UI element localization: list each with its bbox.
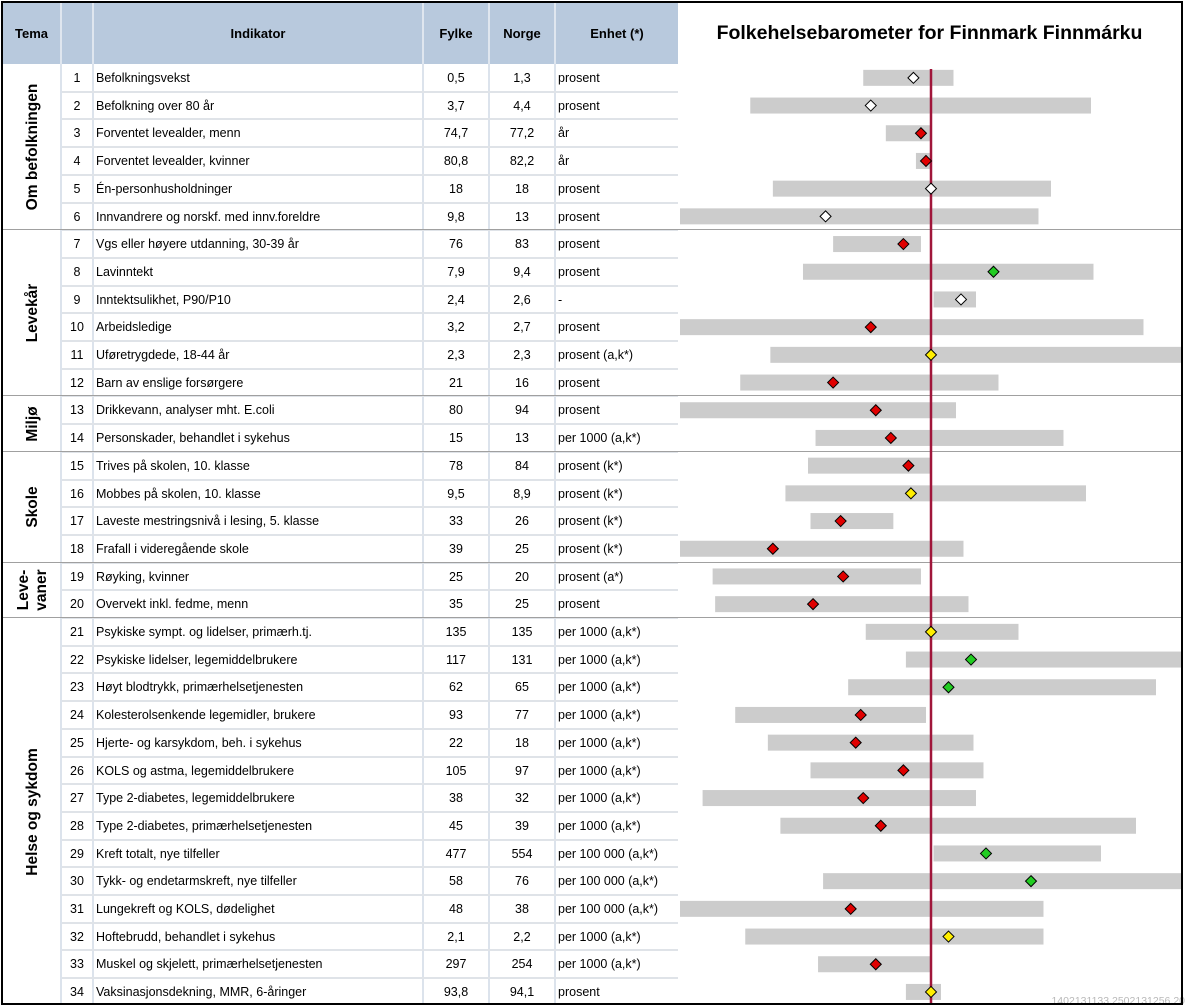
row-number: 13 [70,403,84,418]
row-number: 24 [70,708,84,723]
row-indikator: Barn av enslige forsørgere [96,375,244,390]
row-fylke: 9,5 [447,486,465,501]
row-enhet: prosent [558,237,600,252]
row-number: 34 [70,985,84,1000]
row-indikator: Befolkningsvekst [96,71,190,85]
row-norge: 39 [515,818,529,833]
header-enhet: Enhet (*) [590,26,644,41]
row-number: 9 [73,292,81,307]
row-number: 20 [70,597,84,612]
range-bar [785,485,1086,501]
tema-label: Skole [23,486,41,528]
row-number: 29 [70,846,84,861]
row-norge: 20 [515,569,529,584]
row-indikator: Kolesterolsenkende legemidler, brukere [96,708,316,723]
row-fylke: 3,7 [447,98,465,113]
row-norge: 554 [511,846,533,861]
row-norge: 8,9 [513,486,531,501]
row-norge: 77,2 [509,126,535,141]
range-bar [906,652,1181,668]
row-fylke: 7,9 [447,264,465,279]
row-enhet: prosent (k*) [558,458,623,473]
row-enhet: år [558,126,570,141]
range-bar [866,624,1019,640]
row-number: 28 [70,818,84,833]
row-number: 26 [70,763,84,778]
range-bar [680,319,1144,335]
row-indikator: Type 2-diabetes, legemiddelbrukere [96,791,295,806]
row-indikator: Type 2-diabetes, primærhelsetjenesten [96,818,313,833]
row-enhet: prosent (a,k*) [558,348,634,362]
row-fylke: 38 [449,791,463,806]
row-enhet: per 1000 (a,k*) [558,625,641,639]
row-norge: 82,2 [509,154,535,169]
row-fylke: 80,8 [443,154,469,169]
range-bar [680,208,1039,224]
row-norge: 13 [515,209,529,224]
row-fylke: 477 [445,846,467,861]
row-indikator: Psykiske lidelser, legemiddelbrukere [96,652,298,667]
row-number: 23 [70,680,84,695]
row-number: 4 [73,154,81,169]
row-indikator: Forventet levealder, kvinner [96,154,250,169]
row-enhet: per 1000 (a,k*) [558,708,641,723]
row-fylke: 105 [445,763,467,778]
row-norge: 2,3 [513,348,531,362]
row-indikator: Drikkevann, analyser mht. E.coli [96,403,275,418]
row-enhet: prosent (k*) [558,486,623,501]
row-fylke: 93 [449,708,463,723]
row-norge: 2,7 [513,320,531,335]
row-enhet: per 1000 (a,k*) [558,818,641,833]
range-bar [680,541,964,557]
row-fylke: 2,3 [447,348,465,362]
row-number: 30 [70,874,84,889]
row-number: 33 [70,957,84,972]
range-bar [811,513,894,529]
row-norge: 65 [515,680,529,695]
row-norge: 4,4 [513,98,531,113]
row-fylke: 117 [446,652,466,667]
row-fylke: 35 [449,597,463,612]
row-norge: 26 [515,514,529,529]
row-indikator: KOLS og astma, legemiddelbrukere [96,763,295,778]
range-bar [773,181,1051,197]
header-tema: Tema [15,26,48,41]
row-fylke: 45 [449,818,463,833]
row-number: 32 [70,929,84,944]
row-enhet: per 1000 (a,k*) [558,763,641,778]
row-enhet: prosent [558,181,600,196]
row-enhet: per 1000 (a,k*) [558,652,641,667]
row-indikator: Vaksinasjonsdekning, MMR, 6-åringer [96,985,307,1000]
row-number: 12 [70,375,84,390]
range-bar [745,929,1043,945]
row-indikator: Høyt blodtrykk, primærhelsetjenesten [96,680,304,695]
tema-label: Helse og sykdom [23,748,41,876]
row-indikator: Mobbes på skolen, 10. klasse [96,486,261,501]
row-enhet: per 1000 (a,k*) [558,680,641,695]
row-number: 5 [73,181,81,196]
row-enhet: prosent (k*) [558,514,623,529]
row-number: 7 [73,237,81,252]
row-norge: 18 [515,735,529,750]
range-bar [780,818,1136,834]
row-fylke: 15 [449,431,463,446]
row-enhet: år [558,154,570,169]
row-fylke: 0,5 [447,71,465,85]
row-enhet: per 1000 (a,k*) [558,957,641,972]
row-number: 15 [70,458,84,473]
row-norge: 25 [515,597,529,612]
row-enhet: per 1000 (a,k*) [558,791,641,806]
row-enhet: per 100 000 (a,k*) [558,874,659,889]
row-indikator: Befolkning over 80 år [96,98,215,113]
row-number: 11 [70,348,84,362]
row-fylke: 48 [449,902,463,916]
row-norge: 1,3 [513,71,531,85]
row-number: 1 [73,71,81,85]
row-enhet: prosent [558,264,600,279]
watermark-code: 1402131133.2502131256.20 [1051,995,1185,1007]
range-bar [823,873,1181,889]
row-enhet: per 1000 (a,k*) [558,735,641,750]
dot-range-chart [3,3,1181,1005]
range-bar [803,264,1094,280]
row-number: 19 [70,569,84,584]
row-number: 22 [70,652,84,667]
row-indikator: Lavinntekt [96,264,153,279]
row-number: 17 [70,514,84,529]
row-norge: 254 [511,957,533,972]
barometer-table [3,3,1181,1005]
tema-label-line: Leve- [14,570,32,611]
row-indikator: Forventet levealder, menn [96,126,241,141]
range-bar [740,375,998,391]
row-number: 25 [70,735,84,750]
row-norge: 13 [515,431,529,446]
row-norge: 94 [515,403,529,418]
row-norge: 9,4 [513,264,531,279]
range-bar [934,291,977,307]
row-fylke: 62 [449,680,463,695]
header-fylke: Fylke [439,26,473,41]
tema-label: Om befolkningen [23,83,41,211]
row-fylke: 21 [449,375,463,390]
row-fylke: 76 [449,237,463,252]
row-fylke: 9,8 [447,209,465,224]
row-enhet: per 100 000 (a,k*) [558,846,659,861]
row-enhet: prosent (a*) [558,569,624,584]
row-enhet: prosent [558,98,600,113]
row-norge: 32 [515,791,529,806]
header-indikator: Indikator [230,26,286,41]
row-enhet: per 100 000 (a,k*) [558,902,659,916]
row-indikator: Lungekreft og KOLS, dødelighet [96,902,275,916]
tema-label: Levekår [23,283,41,343]
row-enhet: prosent [558,209,600,224]
row-indikator: Hjerte- og karsykdom, beh. i sykehus [96,735,302,750]
row-indikator: Arbeidsledige [96,320,172,335]
row-indikator: Vgs eller høyere utdanning, 30-39 år [96,237,299,252]
row-number: 31 [70,902,84,916]
row-indikator: Laveste mestringsnivå i lesing, 5. klasse [96,514,320,529]
row-number: 14 [70,431,84,446]
row-indikator: Overvekt inkl. fedme, menn [96,597,249,612]
row-norge: 94,1 [509,985,535,1000]
row-fylke: 39 [449,541,463,556]
row-enhet: prosent [558,985,600,1000]
range-bar [848,679,1156,695]
row-indikator: Tykk- og endetarmskreft, nye tilfeller [96,874,297,889]
row-norge: 76 [515,874,529,889]
row-indikator: Frafall i videregående skole [96,541,249,556]
row-fylke: 3,2 [447,320,465,335]
range-bar [811,762,984,778]
row-indikator: Psykiske sympt. og lidelser, primærh.tj. [96,625,313,639]
row-number: 6 [73,209,81,224]
row-norge: 2,2 [513,929,531,944]
range-bar [750,98,1091,114]
row-enhet: per 1000 (a,k*) [558,431,641,446]
row-number: 8 [73,264,81,279]
row-fylke: 93,8 [443,985,469,1000]
range-bar [680,901,1044,917]
row-indikator: Hoftebrudd, behandlet i sykehus [96,929,276,944]
row-fylke: 58 [449,874,463,889]
row-indikator: Uføretrygdede, 18-44 år [96,348,230,362]
row-indikator: Trives på skolen, 10. klasse [96,458,250,473]
row-indikator: Én-personhusholdninger [96,181,233,196]
range-bar [735,707,926,723]
row-fylke: 2,4 [447,292,465,307]
row-enhet: prosent (k*) [558,541,623,556]
range-bar [680,402,956,418]
row-fylke: 80 [449,403,463,418]
row-norge: 25 [515,541,529,556]
row-norge: 38 [515,902,529,916]
range-bar [713,568,921,584]
row-fylke: 18 [449,181,463,196]
range-bar [934,845,1102,861]
range-bar [816,430,1064,446]
row-indikator: Innvandrere og norskf. med innv.foreldre [96,209,321,224]
range-bar [770,347,1181,363]
row-fylke: 297 [445,957,467,972]
row-enhet: - [558,292,563,307]
row-fylke: 33 [449,514,463,529]
row-enhet: prosent [558,71,600,85]
row-number: 16 [70,486,84,501]
row-number: 27 [70,791,84,806]
row-number: 2 [73,98,81,113]
row-enhet: prosent [558,597,600,612]
row-enhet: prosent [558,403,600,418]
row-fylke: 22 [449,735,463,750]
row-number: 18 [70,541,84,556]
row-number: 10 [70,320,84,335]
row-norge: 131 [511,652,533,667]
range-bar [768,735,974,751]
row-fylke: 25 [449,569,463,584]
row-enhet: prosent [558,375,600,390]
row-fylke: 78 [449,458,463,473]
row-fylke: 2,1 [447,929,465,944]
row-number: 3 [73,126,81,141]
row-indikator: Røyking, kvinner [96,569,190,584]
row-indikator: Muskel og skjelett, primærhelsetjenesten [96,957,323,972]
row-fylke: 135 [445,625,467,639]
row-norge: 83 [515,237,529,252]
header-norge: Norge [503,26,541,41]
tema-label: Miljø [23,406,41,442]
row-norge: 16 [515,375,529,390]
row-norge: 135 [511,625,533,639]
row-norge: 77 [515,708,529,723]
chart-title: Folkehelsebarometer for Finnmark Finnmárku [716,22,1143,44]
tema-label-line: vaner [32,569,50,611]
row-norge: 18 [515,181,529,196]
row-enhet: prosent [558,320,600,335]
row-norge: 2,6 [513,292,531,307]
row-norge: 84 [515,458,529,473]
row-fylke: 74,7 [443,126,469,141]
row-indikator: Inntektsulikhet, P90/P10 [96,292,231,307]
row-indikator: Kreft totalt, nye tilfeller [96,846,220,861]
row-enhet: per 1000 (a,k*) [558,929,641,944]
row-indikator: Personskader, behandlet i sykehus [96,431,290,446]
row-norge: 97 [515,763,529,778]
row-number: 21 [70,625,84,639]
range-bar [703,790,976,806]
